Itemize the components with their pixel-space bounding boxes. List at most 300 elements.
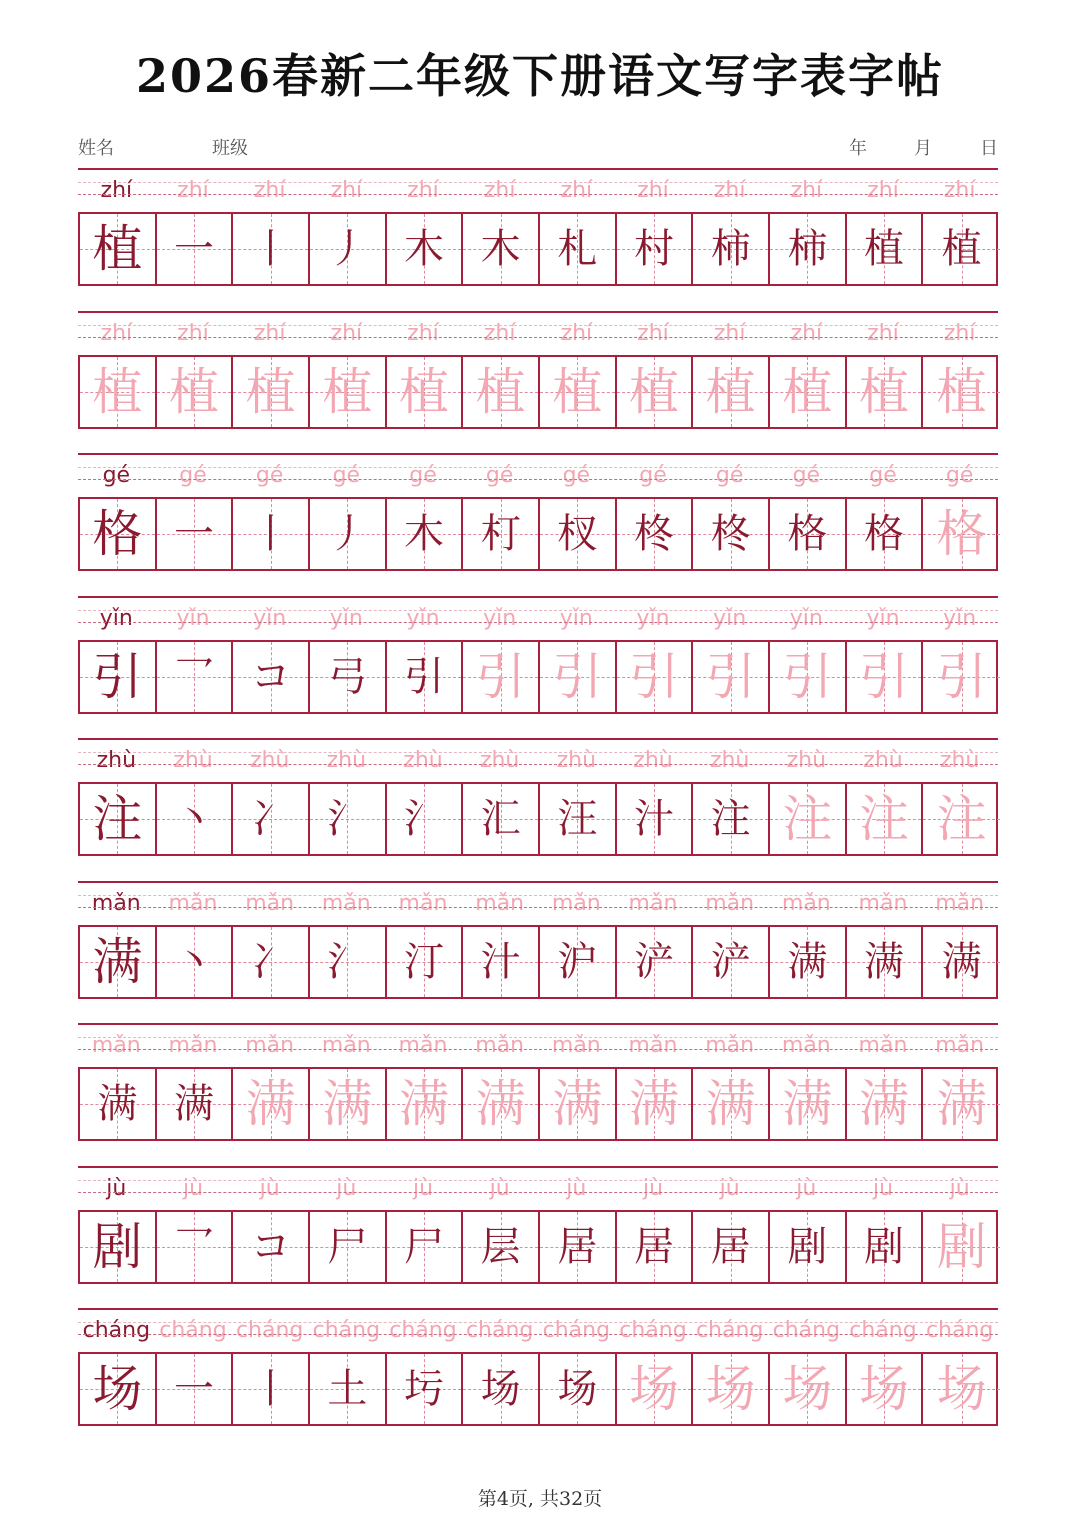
- pinyin-band: [78, 881, 998, 923]
- writing-cell[interactable]: [770, 1212, 847, 1282]
- pinyin-label: zhí: [330, 178, 363, 203]
- writing-cell[interactable]: [693, 1069, 770, 1139]
- writing-cell[interactable]: [80, 784, 157, 854]
- writing-cell[interactable]: [233, 499, 310, 569]
- pinyin-label: zhí: [713, 320, 746, 346]
- writing-cell[interactable]: [80, 1069, 157, 1139]
- tianzige-grid: [78, 640, 998, 714]
- trace-character: 场: [705, 1360, 756, 1418]
- writing-cell[interactable]: [310, 214, 387, 284]
- pinyin-label: jù: [872, 1175, 894, 1201]
- model-character: 剧: [92, 1217, 143, 1276]
- writing-cell[interactable]: [770, 784, 847, 854]
- pinyin-label: gé: [485, 463, 514, 488]
- writing-cell[interactable]: [157, 642, 234, 712]
- writing-cell[interactable]: [387, 1069, 464, 1139]
- pinyin-label: jù: [566, 1175, 587, 1201]
- pinyin-label: cháng: [465, 1318, 534, 1343]
- writing-cell[interactable]: [80, 1212, 157, 1282]
- pinyin-label: mǎn: [91, 890, 141, 916]
- writing-cell[interactable]: [157, 214, 234, 284]
- writing-cell[interactable]: [233, 214, 310, 284]
- trace-character: 场: [936, 1360, 987, 1418]
- practice-row: [78, 1166, 998, 1284]
- writing-cell[interactable]: [847, 357, 924, 427]
- pinyin-label: mǎn: [168, 1033, 218, 1058]
- writing-cell[interactable]: [157, 1069, 234, 1139]
- trace-character: 格: [936, 505, 987, 563]
- pinyin-label: cháng: [925, 1318, 994, 1343]
- writing-cell[interactable]: [847, 642, 924, 712]
- writing-cell[interactable]: [923, 1354, 1000, 1424]
- stroke-step: 植: [941, 226, 982, 272]
- writing-cell[interactable]: [770, 927, 847, 997]
- writing-cell[interactable]: [617, 1354, 694, 1424]
- trace-character: 植: [705, 362, 756, 421]
- pinyin-label: zhí: [100, 320, 133, 346]
- trace-character: 注: [858, 790, 909, 848]
- pinyin-label: jù: [412, 1175, 434, 1201]
- pinyin-label: zhí: [483, 178, 516, 203]
- practice-row: [78, 311, 998, 429]
- writing-cell[interactable]: [847, 784, 924, 854]
- pinyin-label: zhí: [560, 320, 593, 346]
- writing-cell[interactable]: [540, 1069, 617, 1139]
- stroke-step: 丨: [250, 226, 291, 272]
- writing-cell[interactable]: [923, 927, 1000, 997]
- writing-cell[interactable]: [923, 357, 1000, 427]
- writing-cell[interactable]: [540, 214, 617, 284]
- pinyin-label: yǐn: [559, 605, 593, 631]
- stroke-step: コ: [250, 1223, 291, 1270]
- writing-cell[interactable]: [310, 1212, 387, 1282]
- pinyin-label: zhí: [253, 178, 286, 203]
- writing-cell[interactable]: [693, 1354, 770, 1424]
- stroke-step: 汁: [480, 938, 521, 985]
- pinyin-label: cháng: [389, 1318, 457, 1343]
- pinyin-label: zhí: [407, 178, 439, 203]
- pinyin-label: yǐn: [406, 605, 440, 631]
- stroke-step: 居: [633, 1223, 674, 1270]
- writing-cell[interactable]: [80, 642, 157, 712]
- model-character: 引: [92, 647, 143, 706]
- model-character: 场: [92, 1360, 143, 1418]
- page-number: 第4页, 共32页: [477, 1488, 603, 1510]
- writing-cell[interactable]: [310, 357, 387, 427]
- model-character: 植: [92, 220, 143, 278]
- writing-cell[interactable]: [310, 1069, 387, 1139]
- stroke-step: 汀: [403, 938, 444, 985]
- pinyin-label: yǐn: [99, 605, 133, 631]
- writing-cell[interactable]: [847, 1069, 924, 1139]
- writing-cell[interactable]: [387, 214, 464, 284]
- pinyin-label: jù: [642, 1175, 664, 1201]
- writing-cell[interactable]: [233, 1354, 310, 1424]
- stroke-step: 土: [327, 1366, 368, 1412]
- pinyin-band: [78, 596, 998, 638]
- pinyin-label: zhí: [943, 178, 976, 203]
- stroke-step: 浐: [710, 938, 751, 985]
- writing-cell[interactable]: [540, 642, 617, 712]
- writing-cell[interactable]: [310, 499, 387, 569]
- writing-cell[interactable]: [923, 1069, 1000, 1139]
- stroke-step: 木: [480, 226, 521, 272]
- pinyin-label: cháng: [772, 1318, 841, 1343]
- trace-character: 满: [322, 1075, 373, 1133]
- writing-cell[interactable]: [847, 499, 924, 569]
- pinyin-label: jù: [336, 1175, 357, 1201]
- writing-cell[interactable]: [157, 357, 234, 427]
- stroke-step: 木: [403, 226, 444, 272]
- writing-cell[interactable]: [693, 784, 770, 854]
- writing-cell[interactable]: [617, 642, 694, 712]
- writing-cell[interactable]: [387, 1212, 464, 1282]
- writing-cell[interactable]: [233, 927, 310, 997]
- pinyin-label: zhí: [483, 320, 516, 346]
- practice-row: [78, 168, 998, 286]
- pinyin-label: cháng: [159, 1318, 227, 1343]
- writing-cell[interactable]: [387, 357, 464, 427]
- trace-character: 植: [936, 362, 987, 421]
- trace-character: 场: [858, 1360, 909, 1418]
- class-label: 班级: [212, 138, 248, 159]
- pinyin-label: zhù: [939, 748, 980, 773]
- writing-cell[interactable]: [387, 784, 464, 854]
- stroke-step: 朾: [480, 511, 521, 557]
- tianzige-grid: [78, 925, 998, 999]
- trace-character: 场: [782, 1360, 833, 1418]
- pinyin-label: zhí: [637, 320, 669, 346]
- writing-cell[interactable]: [847, 1354, 924, 1424]
- writing-cell[interactable]: [693, 214, 770, 284]
- writing-cell[interactable]: [233, 357, 310, 427]
- stroke-step: 尸: [327, 1223, 368, 1270]
- stroke-step: 场: [480, 1366, 521, 1412]
- stroke-step: 植: [863, 226, 904, 272]
- writing-cell[interactable]: [233, 1212, 310, 1282]
- pinyin-label: yǐn: [636, 605, 670, 631]
- pinyin-label: yǐn: [329, 605, 363, 631]
- pinyin-label: mǎn: [781, 890, 831, 916]
- writing-cell[interactable]: [157, 784, 234, 854]
- writing-cell[interactable]: [923, 499, 1000, 569]
- pinyin-label: zhí: [790, 178, 823, 203]
- practice-row: [78, 881, 998, 999]
- model-character: 格: [92, 505, 143, 563]
- pinyin-label: yǐn: [176, 605, 210, 631]
- writing-cell[interactable]: [387, 927, 464, 997]
- stroke-step: 丶: [173, 938, 214, 985]
- pinyin-label: zhù: [96, 748, 137, 773]
- pinyin-band: [78, 168, 998, 210]
- stroke-step: 浐: [633, 938, 674, 985]
- trace-character: 引: [782, 647, 833, 706]
- stroke-step: 满: [173, 1081, 214, 1127]
- pinyin-label: gé: [409, 463, 437, 488]
- trace-character: 引: [858, 647, 909, 706]
- stroke-step: 柊: [710, 511, 751, 557]
- stroke-step: 氵: [327, 796, 368, 842]
- model-character: 满: [92, 932, 143, 991]
- pinyin-label: zhù: [249, 748, 290, 773]
- stroke-step: 满: [941, 938, 982, 985]
- pinyin-label: mǎn: [628, 1033, 678, 1058]
- pinyin-label: zhí: [100, 178, 133, 203]
- writing-cell[interactable]: [617, 784, 694, 854]
- pinyin-label: mǎn: [475, 890, 525, 916]
- tianzige-grid: [78, 355, 998, 429]
- pinyin-label: mǎn: [551, 1033, 601, 1058]
- pinyin-label: zhí: [560, 178, 593, 203]
- trace-character: 植: [245, 362, 296, 421]
- pinyin-label: mǎn: [91, 1033, 141, 1058]
- pinyin-label: yǐn: [253, 605, 287, 631]
- stroke-step: 沪: [557, 938, 598, 985]
- writing-cell[interactable]: [617, 499, 694, 569]
- pinyin-label: cháng: [542, 1318, 611, 1343]
- pinyin-label: mǎn: [628, 890, 678, 916]
- stroke-step: 丶: [173, 796, 214, 842]
- trace-character: 满: [475, 1075, 526, 1133]
- writing-cell[interactable]: [693, 1212, 770, 1282]
- stroke-step: 居: [710, 1223, 751, 1270]
- pinyin-band: [78, 738, 998, 780]
- writing-cell[interactable]: [693, 927, 770, 997]
- practice-row: [78, 453, 998, 571]
- pinyin-label: mǎn: [245, 1033, 295, 1058]
- pinyin-label: mǎn: [321, 890, 371, 916]
- writing-cell[interactable]: [157, 1212, 234, 1282]
- writing-cell[interactable]: [540, 1212, 617, 1282]
- tianzige-grid: [78, 212, 998, 286]
- writing-cell[interactable]: [463, 499, 540, 569]
- writing-cell[interactable]: [310, 784, 387, 854]
- writing-cell[interactable]: [923, 784, 1000, 854]
- writing-cell[interactable]: [387, 642, 464, 712]
- writing-cell[interactable]: [540, 784, 617, 854]
- stroke-step: 汇: [480, 796, 521, 842]
- trace-character: 植: [168, 362, 219, 421]
- pinyin-label: zhù: [326, 748, 367, 773]
- pinyin-label: zhí: [253, 320, 286, 346]
- trace-character: 植: [92, 362, 143, 421]
- writing-cell[interactable]: [770, 1354, 847, 1424]
- pinyin-label: mǎn: [858, 890, 908, 916]
- writing-cell[interactable]: [80, 499, 157, 569]
- tianzige-grid: [78, 1067, 998, 1141]
- writing-cell[interactable]: [80, 1354, 157, 1424]
- pinyin-label: gé: [562, 463, 591, 488]
- pinyin-label: yǐn: [943, 605, 977, 631]
- writing-cell[interactable]: [310, 927, 387, 997]
- stroke-step: 柿: [787, 226, 828, 272]
- writing-cell[interactable]: [463, 784, 540, 854]
- writing-cell[interactable]: [770, 499, 847, 569]
- pinyin-label: gé: [715, 463, 744, 488]
- writing-cell[interactable]: [693, 357, 770, 427]
- writing-cell[interactable]: [157, 499, 234, 569]
- writing-cell[interactable]: [463, 214, 540, 284]
- writing-cell[interactable]: [617, 1212, 694, 1282]
- trace-character: 场: [628, 1360, 679, 1418]
- writing-cell[interactable]: [387, 499, 464, 569]
- writing-cell[interactable]: [80, 927, 157, 997]
- stroke-step: 冫: [250, 796, 291, 842]
- pinyin-label: mǎn: [781, 1033, 831, 1058]
- pinyin-label: zhí: [867, 178, 899, 203]
- writing-cell[interactable]: [157, 927, 234, 997]
- writing-cell[interactable]: [770, 1069, 847, 1139]
- tianzige-grid: [78, 497, 998, 571]
- pinyin-label: jù: [106, 1175, 127, 1201]
- stroke-step: コ: [250, 653, 291, 700]
- stroke-step: 丨: [250, 511, 291, 557]
- writing-cell[interactable]: [233, 642, 310, 712]
- model-character: 注: [92, 790, 143, 848]
- trace-character: 满: [858, 1075, 909, 1133]
- stroke-step: 满: [863, 938, 904, 985]
- pinyin-label: zhù: [633, 748, 673, 773]
- trace-character: 满: [628, 1075, 679, 1133]
- pinyin-label: mǎn: [398, 1033, 448, 1058]
- trace-character: 注: [782, 790, 833, 848]
- pinyin-label: jù: [182, 1175, 204, 1201]
- writing-cell[interactable]: [310, 1354, 387, 1424]
- year-label: 年: [849, 138, 867, 159]
- trace-character: 引: [936, 647, 987, 706]
- writing-cell[interactable]: [617, 214, 694, 284]
- trace-character: 引: [705, 647, 756, 706]
- pinyin-label: mǎn: [551, 890, 601, 916]
- writing-cell[interactable]: [693, 499, 770, 569]
- writing-cell[interactable]: [310, 642, 387, 712]
- trace-character: 满: [782, 1075, 833, 1133]
- pinyin-label: jù: [796, 1175, 817, 1201]
- pinyin-label: gé: [639, 463, 667, 488]
- writing-cell[interactable]: [540, 927, 617, 997]
- stroke-step: 格: [863, 511, 904, 557]
- stroke-step: 柿: [710, 226, 751, 272]
- pinyin-label: mǎn: [475, 1033, 525, 1058]
- pinyin-band: [78, 1308, 998, 1350]
- stroke-step: 满: [787, 938, 828, 985]
- pinyin-label: zhí: [177, 178, 209, 203]
- writing-cell[interactable]: [463, 1069, 540, 1139]
- pinyin-label: jù: [949, 1175, 970, 1201]
- pinyin-label: mǎn: [321, 1033, 371, 1058]
- trace-character: 满: [245, 1075, 296, 1133]
- pinyin-label: zhù: [403, 748, 443, 773]
- writing-cell[interactable]: [387, 1354, 464, 1424]
- stroke-step: 汁: [633, 796, 674, 842]
- trace-character: 引: [628, 647, 679, 706]
- writing-cell[interactable]: [157, 1354, 234, 1424]
- pinyin-label: yǐn: [866, 605, 900, 631]
- writing-cell[interactable]: [463, 1212, 540, 1282]
- stroke-step: 乛: [173, 653, 214, 700]
- practice-row: [78, 596, 998, 714]
- stroke-step: 氵: [403, 796, 444, 842]
- practice-row: [78, 738, 998, 856]
- trace-character: 引: [475, 647, 526, 706]
- writing-cell[interactable]: [540, 1354, 617, 1424]
- tianzige-grid: [78, 1210, 998, 1284]
- page-title: 2026春新二年级下册语文写字表字帖: [135, 49, 945, 103]
- pinyin-label: zhù: [863, 748, 903, 773]
- pinyin-label: jù: [719, 1175, 740, 1201]
- writing-cell[interactable]: [463, 1354, 540, 1424]
- pinyin-label: zhí: [637, 178, 669, 203]
- writing-cell[interactable]: [847, 214, 924, 284]
- pinyin-label: gé: [179, 463, 207, 488]
- writing-cell[interactable]: [80, 214, 157, 284]
- writing-cell[interactable]: [463, 642, 540, 712]
- writing-cell[interactable]: [233, 1069, 310, 1139]
- stroke-step: 满: [97, 1081, 138, 1127]
- stroke-step: 尸: [403, 1223, 444, 1270]
- pinyin-label: jù: [489, 1175, 510, 1201]
- pinyin-label: gé: [869, 463, 897, 488]
- writing-cell[interactable]: [463, 357, 540, 427]
- pinyin-label: zhí: [177, 320, 209, 346]
- writing-cell[interactable]: [463, 927, 540, 997]
- trace-character: 植: [628, 362, 679, 421]
- writing-cell[interactable]: [923, 1212, 1000, 1282]
- name-label: 姓名: [78, 138, 114, 159]
- writing-cell[interactable]: [847, 927, 924, 997]
- pinyin-label: mǎn: [168, 890, 218, 916]
- writing-cell[interactable]: [80, 357, 157, 427]
- writing-cell[interactable]: [770, 357, 847, 427]
- writing-cell[interactable]: [617, 927, 694, 997]
- practice-row: [78, 1023, 998, 1141]
- pinyin-band: [78, 453, 998, 495]
- writing-cell[interactable]: [617, 1069, 694, 1139]
- writing-cell[interactable]: [847, 1212, 924, 1282]
- pinyin-label: cháng: [82, 1318, 151, 1343]
- pinyin-label: mǎn: [935, 1033, 985, 1058]
- stroke-step: 丨: [250, 1366, 291, 1412]
- trace-character: 剧: [936, 1217, 987, 1276]
- writing-cell[interactable]: [770, 214, 847, 284]
- pinyin-label: zhí: [790, 320, 823, 346]
- stroke-step: 乛: [173, 1223, 214, 1270]
- stroke-step: 圬: [403, 1366, 444, 1412]
- pinyin-label: zhí: [867, 320, 899, 346]
- writing-cell[interactable]: [233, 784, 310, 854]
- writing-cell[interactable]: [923, 642, 1000, 712]
- writing-cell[interactable]: [540, 499, 617, 569]
- writing-cell[interactable]: [617, 357, 694, 427]
- stroke-step: 一: [173, 1366, 214, 1412]
- stroke-step: 场: [557, 1366, 598, 1412]
- writing-cell[interactable]: [540, 357, 617, 427]
- writing-cell[interactable]: [770, 642, 847, 712]
- writing-cell[interactable]: [693, 642, 770, 712]
- stroke-step: 一: [173, 226, 214, 272]
- writing-cell[interactable]: [923, 214, 1000, 284]
- pinyin-band: [78, 1166, 998, 1208]
- trace-character: 引: [552, 647, 603, 706]
- stroke-step: 弓: [327, 653, 368, 700]
- trace-character: 满: [398, 1075, 449, 1133]
- pinyin-label: zhù: [479, 748, 520, 773]
- stroke-step: 冫: [250, 938, 291, 985]
- trace-character: 注: [936, 790, 987, 848]
- pinyin-label: cháng: [312, 1318, 381, 1343]
- stroke-step: 格: [787, 511, 828, 557]
- pinyin-label: cháng: [235, 1318, 304, 1343]
